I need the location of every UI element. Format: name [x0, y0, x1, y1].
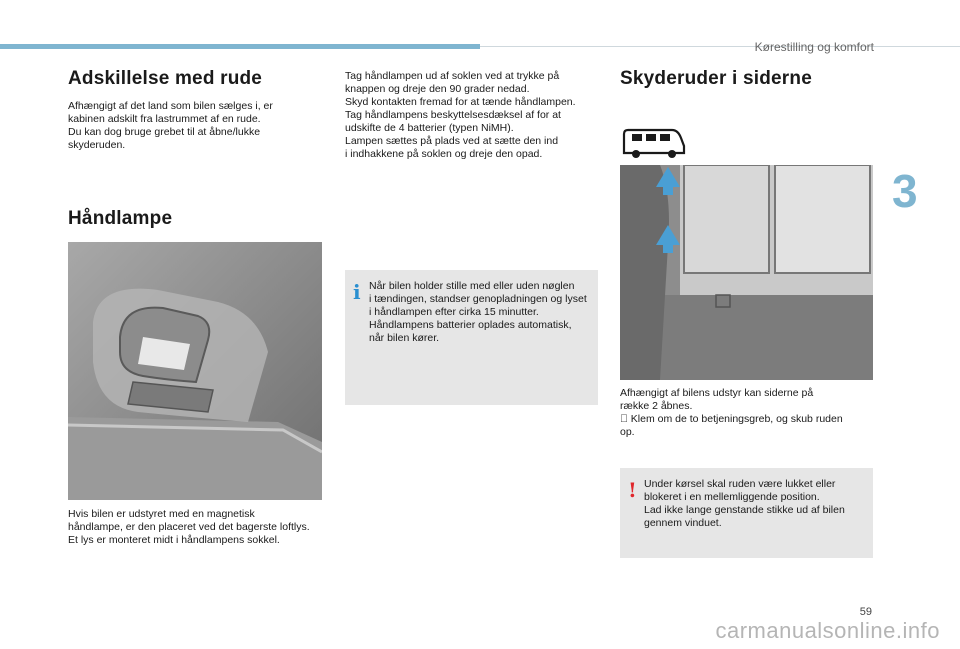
section-title-sliding-windows: Skyderuder i siderne [620, 68, 812, 89]
van-icon [620, 126, 686, 160]
sliding-window-text: Afhængigt af bilens udstyr kan siderne på række 2 åbnes. Klem om de to betjeningsgreb, og skub ruden op. [620, 387, 832, 438]
page-number: 59 [859, 606, 872, 618]
section-title-hand-lamp: Håndlampe [68, 208, 173, 229]
info-box [345, 270, 598, 405]
partition-text: Afhængigt af det land som bilen sælges i, er kabinen adskilt fra lastrummet af en rude. Du kan dog bruge grebet til at åbne/lukke skyderuden. [68, 100, 273, 151]
warning-box [620, 468, 873, 558]
hand-lamp-photo [68, 242, 322, 500]
warning-text: Under kørsel skal ruden være lukket eller blokeret i en mellemliggende position. Lad ikke lange genstande stikke ud af bilen gennem vinduet. [644, 478, 845, 529]
sliding-window-photo [620, 165, 873, 380]
chapter-number: 3 [892, 165, 918, 217]
chapter-title: Kørestilling og komfort [754, 40, 874, 54]
header-divider [480, 46, 960, 47]
hand-lamp-instructions: Tag håndlampen ud af soklen ved at trykke på knappen og dreje den 90 grader nedad. Skyd kontakten fremad for at tænde håndlampen. Tag håndlampens beskyttelsesdæksel af for at udskifte de 4 batterier (typen NiMH). Lampen sættes på plads ved at sætte den ind i indhakkene på soklen og dreje den opad. [345, 70, 576, 160]
info-icon: i [353, 280, 361, 304]
warning-icon: ! [628, 478, 637, 502]
info-text: Når bilen holder stille med eller uden nøglen i tændingen, standser genopladningen og lyset i håndlampen efter cirka 15 minutter. Håndlampens batterier oplades automatisk, når bilen kører. [369, 280, 587, 344]
hand-lamp-caption: Hvis bilen er udstyret med en magnetisk håndlampe, er den placeret ved det bagerste loftlys. Et lys er monteret midt i håndlampens sokkel. [68, 508, 310, 546]
header-accent-bar [0, 44, 480, 49]
watermark: carmanualsonline.info [715, 618, 940, 643]
section-title-partition: Adskillelse med rude [68, 68, 263, 89]
